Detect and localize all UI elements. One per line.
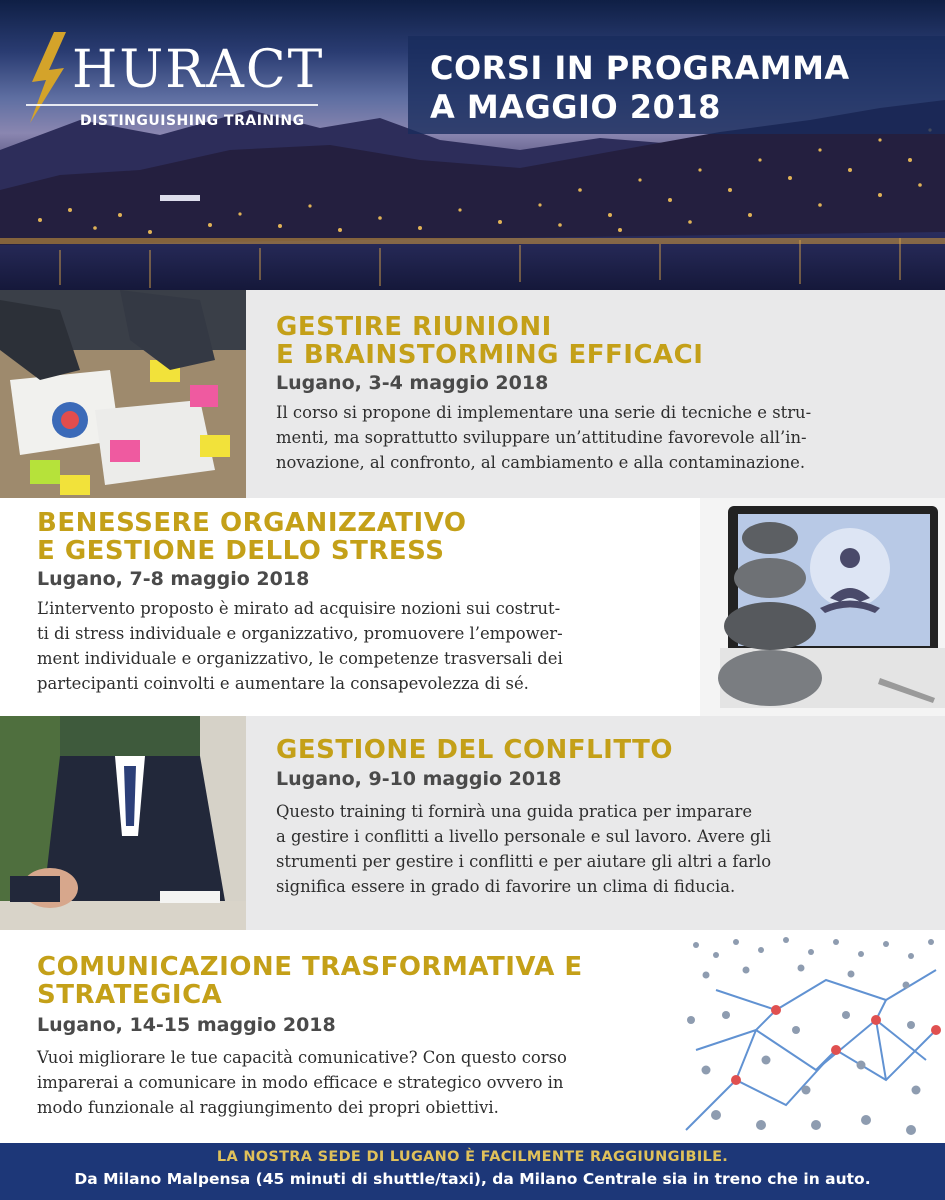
course-3-date: Lugano, 9-10 maggio 2018 (276, 768, 562, 790)
logo-divider (26, 104, 318, 106)
businessman-fist-photo (0, 716, 246, 930)
desc-line: strumenti per gestire i conflitti e per aiutare gli altri a farlo (276, 852, 772, 871)
brainstorming-desk-photo (0, 290, 246, 498)
desc-line: Il corso si propone di implementare una serie di tecniche e stru- (276, 403, 812, 422)
footer-directions: Da Milano Malpensa (45 minuti di shuttle/taxi), da Milano Centrale sia in treno che in auto. (74, 1170, 871, 1188)
course-4-title-line2: STRATEGICA (37, 980, 223, 1010)
desc-line: significa essere in grado di favorire un clima di fiducia. (276, 877, 736, 896)
desc-line: ti di stress individuale e organizzativo, promuovere l’empower- (37, 624, 563, 643)
network-crowd-illustration (676, 930, 945, 1143)
page-title-line2: A MAGGIO 2018 (430, 88, 721, 126)
desc-line: ment individuale e organizzativo, le competenze trasversali dei (37, 649, 563, 668)
header-banner (0, 0, 945, 290)
desc-line: L’intervento proposto è mirato ad acquisire nozioni sui costrut- (37, 599, 561, 618)
lightning-bolt-logo-icon (24, 30, 74, 125)
stacked-stones-laptop-photo (700, 498, 945, 716)
desc-line: partecipanti coinvolti e aumentare la consapevolezza di sé. (37, 674, 529, 693)
desc-line: novazione, al confronto, al cambiamento e alla contaminazione. (276, 453, 806, 472)
course-1-description (276, 400, 811, 475)
course-2-date: Lugano, 7-8 maggio 2018 (37, 568, 310, 590)
course-2-title-line1: BENESSERE ORGANIZZATIVO (37, 508, 467, 538)
footer-headline: LA NOSTRA SEDE DI LUGANO È FACILMENTE RAGGIUNGIBILE. (216, 1149, 729, 1165)
course-4-date: Lugano, 14-15 maggio 2018 (37, 1014, 336, 1036)
desc-line: Vuoi migliorare le tue capacità comunicative? Con questo corso (37, 1048, 567, 1067)
course-3-description (276, 799, 771, 899)
brand-logo: HURACT (72, 40, 325, 100)
desc-line: modo funzionale al raggiungimento dei propri obiettivi. (37, 1098, 499, 1117)
course-1-date: Lugano, 3-4 maggio 2018 (276, 372, 549, 394)
course-2-description (37, 596, 563, 696)
page-title-line1: CORSI IN PROGRAMMA (430, 49, 850, 87)
brand-tagline: DISTINGUISHING TRAINING (80, 113, 305, 129)
course-3-title-line1: GESTIONE DEL CONFLITTO (276, 735, 673, 765)
course-4-description (37, 1045, 567, 1120)
desc-line: imparerai a comunicare in modo efficace e strategico ovvero in (37, 1073, 564, 1092)
course-2-title-line2: E GESTIONE DELLO STRESS (37, 536, 445, 566)
desc-line: menti, ma soprattutto sviluppare un’attitudine favorevole all’in- (276, 428, 807, 447)
course-1-title-line1: GESTIRE RIUNIONI (276, 312, 552, 342)
desc-line: a gestire i conflitti a livello personale e sul lavoro. Avere gli (276, 827, 771, 846)
course-4-title-line1: COMUNICAZIONE TRASFORMATIVA E (37, 952, 583, 982)
course-1-title-line2: E BRAINSTORMING EFFICACI (276, 340, 704, 370)
desc-line: Questo training ti fornirà una guida pratica per imparare (276, 802, 753, 821)
